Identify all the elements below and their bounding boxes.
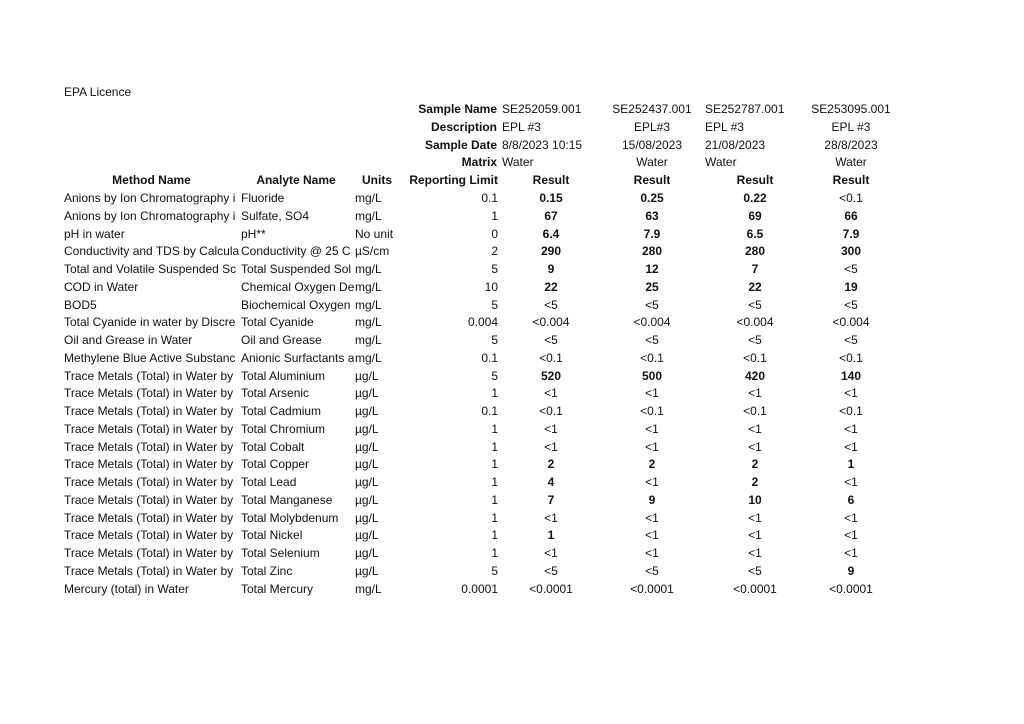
sample-4-matrix: Water xyxy=(835,155,867,169)
units-cell: µg/L xyxy=(355,528,379,543)
table-row xyxy=(0,544,1024,562)
result-cell-4: <0.0001 xyxy=(829,581,873,596)
result-cell-4: <1 xyxy=(844,510,858,525)
units-cell: mg/L xyxy=(355,581,382,596)
result-cell-3: <1 xyxy=(748,546,762,560)
analyte-name-cell: Total Selenium xyxy=(241,546,320,560)
result-cell-3: <1 xyxy=(748,421,762,436)
result-cell-2: <1 xyxy=(645,439,659,454)
result-cell-4: 19 xyxy=(844,279,858,294)
result-cell-3: <0.004 xyxy=(736,315,774,330)
method-name-cell: Methylene Blue Active Substanc xyxy=(64,350,236,365)
analyte-name-cell: Sulfate, SO4 xyxy=(241,208,310,223)
result-cell-2: <1 xyxy=(645,386,659,401)
units-cell: µg/L xyxy=(355,404,379,418)
analyte-name-cell: Biochemical Oxygen xyxy=(241,297,351,312)
result-cell-1: <0.1 xyxy=(539,404,563,418)
reporting-limit-cell: 1 xyxy=(491,386,498,401)
table-row xyxy=(0,296,1024,314)
header-method-name: Method Name xyxy=(112,173,191,187)
result-cell-3: <1 xyxy=(748,439,762,454)
table-row xyxy=(0,455,1024,473)
reporting-limit-cell: 1 xyxy=(491,528,498,543)
reporting-limit-cell: 0.004 xyxy=(467,315,498,330)
method-name-cell: COD in Water xyxy=(64,279,139,294)
result-cell-2: 12 xyxy=(645,262,659,276)
table-row xyxy=(0,438,1024,456)
units-cell: No unit xyxy=(355,226,394,241)
method-name-cell: Trace Metals (Total) in Water by xyxy=(64,439,234,454)
result-cell-2: 25 xyxy=(645,279,659,294)
description-label: Description xyxy=(430,120,497,134)
units-cell: mg/L xyxy=(355,208,382,223)
method-name-cell: Trace Metals (Total) in Water by xyxy=(64,404,234,418)
table-row xyxy=(0,384,1024,402)
analyte-name-cell: Total Molybdenum xyxy=(241,510,339,525)
analyte-name-cell: Total Cobalt xyxy=(241,439,305,454)
result-cell-1: <1 xyxy=(544,546,558,560)
table-row xyxy=(0,189,1024,207)
header-units: Units xyxy=(362,173,392,187)
result-cell-2: <5 xyxy=(645,563,659,578)
result-cell-3: 2 xyxy=(751,475,759,489)
result-cell-4: <5 xyxy=(844,297,858,312)
analyte-name-cell: Total Suspended Sol xyxy=(241,262,352,276)
reporting-limit-cell: 5 xyxy=(491,563,498,578)
result-cell-3: <5 xyxy=(748,333,762,347)
meta-row-sample-name xyxy=(0,100,1024,118)
units-cell: mg/L xyxy=(355,350,382,365)
analyte-name-cell: Total Aluminium xyxy=(241,368,326,383)
document-title: EPA Licence xyxy=(64,85,132,99)
result-cell-1: 22 xyxy=(544,279,558,294)
reporting-limit-cell: 0 xyxy=(491,226,498,241)
result-cell-1: <1 xyxy=(544,386,558,401)
result-cell-4: 7.9 xyxy=(842,226,860,241)
header-reporting-limit: Reporting Limit xyxy=(409,173,498,187)
units-cell: µg/L xyxy=(355,546,379,560)
table-row xyxy=(0,313,1024,331)
result-cell-1: <1 xyxy=(544,421,558,436)
method-name-cell: Anions by Ion Chromatography i xyxy=(64,191,236,205)
result-cell-2: <1 xyxy=(645,528,659,543)
method-name-cell: Trace Metals (Total) in Water by xyxy=(64,421,234,436)
reporting-limit-cell: 1 xyxy=(491,492,498,507)
result-cell-1: 290 xyxy=(540,244,562,259)
table-row xyxy=(0,278,1024,296)
result-cell-3: 420 xyxy=(744,368,766,383)
method-name-cell: Trace Metals (Total) in Water by xyxy=(64,546,234,560)
analyte-name-cell: Total Nickel xyxy=(241,528,303,543)
sample-1-description: EPL #3 xyxy=(502,120,541,134)
reporting-limit-cell: 1 xyxy=(491,475,498,489)
table-row xyxy=(0,367,1024,385)
units-cell: mg/L xyxy=(355,297,382,312)
reporting-limit-cell: 1 xyxy=(491,421,498,436)
result-cell-3: <5 xyxy=(748,297,762,312)
sample-3-date: 21/08/2023 xyxy=(705,138,766,152)
sample-2-name: SE252437.001 xyxy=(612,102,692,116)
result-cell-3: 10 xyxy=(748,492,762,507)
analyte-name-cell: Total Arsenic xyxy=(241,386,310,401)
sample-2-date: 15/08/2023 xyxy=(621,138,683,152)
table-row xyxy=(0,509,1024,527)
analyte-name-cell: Total Lead xyxy=(241,475,297,489)
result-cell-2: <1 xyxy=(645,421,659,436)
reporting-limit-cell: 2 xyxy=(491,244,498,259)
analyte-name-cell: Oil and Grease xyxy=(241,333,322,347)
header-result-1: Result xyxy=(532,173,570,187)
sample-1-name: SE252059.001 xyxy=(502,102,582,116)
analyte-name-cell: Total Manganese xyxy=(241,492,333,507)
method-name-cell: BOD5 xyxy=(64,297,97,312)
result-cell-4: 140 xyxy=(840,368,862,383)
result-cell-4: 9 xyxy=(847,563,855,578)
result-cell-4: 1 xyxy=(847,457,855,472)
sample-3-description: EPL #3 xyxy=(705,120,744,134)
result-cell-2: 63 xyxy=(645,208,659,223)
table-row xyxy=(0,402,1024,420)
table-row xyxy=(0,242,1024,260)
result-cell-2: <1 xyxy=(645,546,659,560)
reporting-limit-cell: 1 xyxy=(491,546,498,560)
method-name-cell: Trace Metals (Total) in Water by xyxy=(64,475,234,489)
result-cell-2: <0.1 xyxy=(640,350,664,365)
units-cell: µg/L xyxy=(355,492,379,507)
analyte-name-cell: Total Cyanide xyxy=(241,315,314,330)
result-cell-4: <0.1 xyxy=(839,404,863,418)
units-cell: µg/L xyxy=(355,439,379,454)
sample-4-description: EPL #3 xyxy=(831,120,871,134)
method-name-cell: Trace Metals (Total) in Water by xyxy=(64,457,234,472)
reporting-limit-cell: 5 xyxy=(491,297,498,312)
reporting-limit-cell: 1 xyxy=(491,457,498,472)
reporting-limit-cell: 0.1 xyxy=(481,191,498,205)
result-cell-2: <1 xyxy=(645,510,659,525)
result-cell-4: <1 xyxy=(844,386,858,401)
method-name-cell: Trace Metals (Total) in Water by xyxy=(64,510,234,525)
result-cell-3: <0.1 xyxy=(743,350,767,365)
result-cell-4: 6 xyxy=(847,492,855,507)
result-cell-1: <5 xyxy=(544,563,558,578)
meta-row-sample-date xyxy=(0,136,1024,154)
result-cell-4: 66 xyxy=(844,208,858,223)
header-result-3: Result xyxy=(736,173,774,187)
table-row xyxy=(0,562,1024,580)
result-cell-1: 9 xyxy=(547,262,555,276)
result-cell-1: 67 xyxy=(544,208,558,223)
sample-date-label: Sample Date xyxy=(424,138,497,152)
result-cell-3: <0.1 xyxy=(743,404,767,418)
method-name-cell: Oil and Grease in Water xyxy=(64,333,193,347)
sample-1-matrix: Water xyxy=(502,155,534,169)
sample-3-name: SE252787.001 xyxy=(705,102,785,116)
result-cell-2: <0.1 xyxy=(640,404,664,418)
result-cell-3: 7 xyxy=(751,262,759,276)
meta-row-description xyxy=(0,118,1024,136)
units-cell: µg/L xyxy=(355,475,379,489)
table-row xyxy=(0,473,1024,491)
header-result-4: Result xyxy=(832,173,870,187)
analyte-name-cell: Fluoride xyxy=(241,191,285,205)
reporting-limit-cell: 0.1 xyxy=(481,404,498,418)
matrix-label: Matrix xyxy=(461,155,497,169)
units-cell: µg/L xyxy=(355,510,379,525)
method-name-cell: Conductivity and TDS by Calcula xyxy=(64,244,239,259)
analyte-name-cell: Total Mercury xyxy=(241,581,314,596)
result-cell-2: 0.25 xyxy=(640,191,664,205)
meta-row-matrix xyxy=(0,153,1024,171)
result-cell-1: <0.0001 xyxy=(529,581,573,596)
result-cell-2: 280 xyxy=(641,244,663,259)
result-cell-2: <5 xyxy=(645,297,659,312)
method-name-cell: Total and Volatile Suspended Sc xyxy=(64,262,237,276)
table-row xyxy=(0,349,1024,367)
sample-2-matrix: Water xyxy=(636,155,668,169)
result-cell-3: 0.22 xyxy=(743,191,767,205)
result-cell-1: 520 xyxy=(540,368,562,383)
analyte-name-cell: Conductivity @ 25 C xyxy=(241,244,351,259)
result-cell-3: <0.0001 xyxy=(733,581,777,596)
analyte-name-cell: Chemical Oxygen De xyxy=(241,279,354,294)
method-name-cell: Trace Metals (Total) in Water by xyxy=(64,492,234,507)
result-cell-2: 9 xyxy=(648,492,656,507)
result-cell-2: <0.004 xyxy=(633,315,671,330)
units-cell: mg/L xyxy=(355,333,382,347)
method-name-cell: Mercury (total) in Water xyxy=(64,581,189,596)
method-name-cell: pH in water xyxy=(64,226,125,241)
result-cell-3: <1 xyxy=(748,510,762,525)
result-cell-4: <1 xyxy=(844,546,858,560)
result-cell-3: <1 xyxy=(748,386,762,401)
result-cell-4: <0.004 xyxy=(832,315,870,330)
sample-2-description: EPL#3 xyxy=(633,120,671,134)
result-cell-4: <1 xyxy=(844,439,858,454)
reporting-limit-cell: 1 xyxy=(491,208,498,223)
result-cell-1: <5 xyxy=(544,333,558,347)
table-row xyxy=(0,491,1024,509)
result-cell-1: <1 xyxy=(544,439,558,454)
table-header-row xyxy=(0,171,1024,189)
result-cell-4: <5 xyxy=(844,333,858,347)
header-result-2: Result xyxy=(633,173,671,187)
method-name-cell: Trace Metals (Total) in Water by xyxy=(64,563,234,578)
table-row xyxy=(0,260,1024,278)
reporting-limit-cell: 5 xyxy=(491,368,498,383)
units-cell: µS/cm xyxy=(355,244,390,259)
table-row xyxy=(0,526,1024,544)
result-cell-1: 6.4 xyxy=(542,226,560,241)
reporting-limit-cell: 0.1 xyxy=(481,350,498,365)
result-cell-1: 7 xyxy=(547,492,555,507)
reporting-limit-cell: 1 xyxy=(491,510,498,525)
result-cell-4: <5 xyxy=(844,262,858,276)
units-cell: µg/L xyxy=(355,563,379,578)
method-name-cell: Trace Metals (Total) in Water by xyxy=(64,528,234,543)
result-cell-3: <1 xyxy=(748,528,762,543)
reporting-limit-cell: 5 xyxy=(491,333,498,347)
table-row xyxy=(0,225,1024,243)
sample-4-name: SE253095.001 xyxy=(811,102,891,116)
sample-name-label: Sample Name xyxy=(418,102,497,116)
result-cell-4: <1 xyxy=(844,475,858,489)
result-cell-4: <0.1 xyxy=(839,350,863,365)
result-cell-2: 7.9 xyxy=(643,226,661,241)
result-cell-2: <5 xyxy=(645,333,659,347)
sample-4-date: 28/8/2023 xyxy=(824,138,878,152)
result-cell-1: 1 xyxy=(547,528,555,543)
result-cell-2: 2 xyxy=(648,457,656,472)
result-cell-1: 0.15 xyxy=(539,191,563,205)
table-row xyxy=(0,207,1024,225)
result-cell-1: <0.004 xyxy=(532,315,570,330)
units-cell: µg/L xyxy=(355,457,379,472)
method-name-cell: Total Cyanide in water by Discre xyxy=(64,315,236,330)
result-cell-1: <0.1 xyxy=(539,350,563,365)
result-cell-3: <5 xyxy=(748,563,762,578)
header-analyte-name: Analyte Name xyxy=(256,173,336,187)
sample-1-date: 8/8/2023 10:15 xyxy=(502,138,583,152)
method-name-cell: Trace Metals (Total) in Water by xyxy=(64,368,234,383)
result-cell-3: 6.5 xyxy=(746,226,764,241)
method-name-cell: Anions by Ion Chromatography i xyxy=(64,208,236,223)
result-cell-1: 2 xyxy=(547,457,555,472)
result-cell-1: 4 xyxy=(547,475,555,489)
result-cell-3: 280 xyxy=(744,244,766,259)
result-cell-1: <5 xyxy=(544,297,558,312)
method-name-cell: Trace Metals (Total) in Water by xyxy=(64,386,234,401)
result-cell-4: <0.1 xyxy=(839,191,863,205)
result-cell-3: 69 xyxy=(748,208,762,223)
result-cell-1: <1 xyxy=(544,510,558,525)
reporting-limit-cell: 10 xyxy=(484,279,498,294)
units-cell: mg/L xyxy=(355,279,382,294)
result-cell-4: <1 xyxy=(844,421,858,436)
units-cell: mg/L xyxy=(355,191,382,205)
result-cell-4: 300 xyxy=(840,244,862,259)
result-cell-2: 500 xyxy=(641,368,663,383)
units-cell: µg/L xyxy=(355,386,379,401)
reporting-limit-cell: 0.0001 xyxy=(461,581,498,596)
reporting-limit-cell: 5 xyxy=(491,262,498,276)
table-row xyxy=(0,420,1024,438)
reporting-limit-cell: 1 xyxy=(491,439,498,454)
units-cell: µg/L xyxy=(355,368,379,383)
analyte-name-cell: Total Copper xyxy=(241,457,310,472)
result-cell-2: <0.0001 xyxy=(630,581,674,596)
result-cell-3: 22 xyxy=(748,279,762,294)
analyte-name-cell: pH** xyxy=(241,226,266,241)
table-row xyxy=(0,580,1024,598)
analyte-name-cell: Total Zinc xyxy=(241,563,293,578)
result-cell-2: <1 xyxy=(645,475,659,489)
result-cell-4: <1 xyxy=(844,528,858,543)
sample-3-matrix: Water xyxy=(705,155,737,169)
analyte-name-cell: Anionic Surfactants a xyxy=(241,350,354,365)
table-row xyxy=(0,331,1024,349)
result-cell-3: 2 xyxy=(751,457,759,472)
analyte-name-cell: Total Cadmium xyxy=(241,404,322,418)
analyte-name-cell: Total Chromium xyxy=(241,421,326,436)
units-cell: µg/L xyxy=(355,421,379,436)
units-cell: mg/L xyxy=(355,262,382,276)
units-cell: mg/L xyxy=(355,315,382,330)
